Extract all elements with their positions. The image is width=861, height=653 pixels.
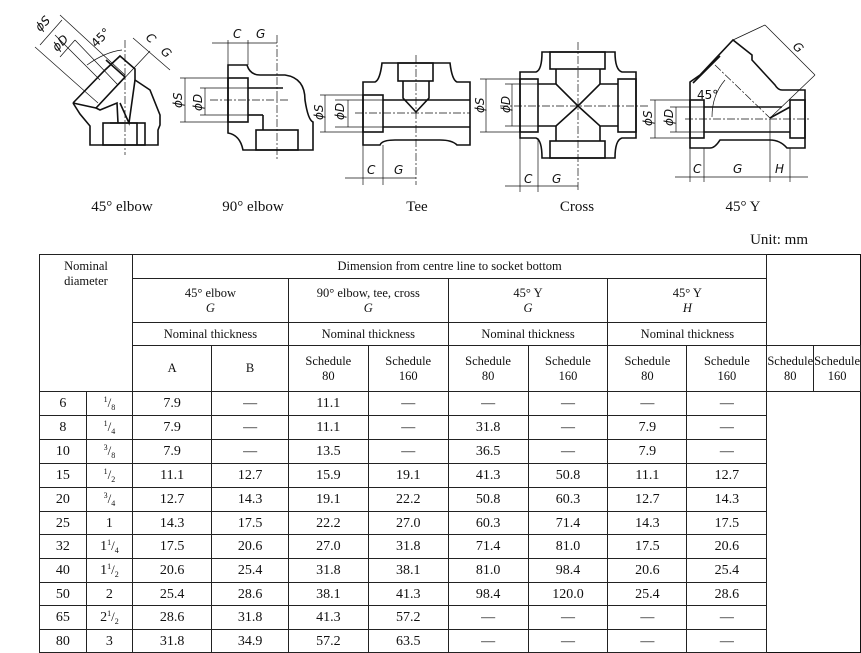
- group-header-90-elbow-tee-cross: [288, 279, 448, 323]
- dimension-table: [39, 254, 861, 653]
- svg-text:G: G: [157, 44, 175, 61]
- value-cell: 50.8: [448, 488, 528, 512]
- b-denominator: 4: [111, 499, 116, 508]
- group-name: 45° elbow: [184, 285, 237, 300]
- b-whole: 3: [105, 633, 113, 649]
- table-row: [40, 630, 861, 653]
- schedule-header: [608, 346, 687, 392]
- dimension-header: Dimension from centre line to socket bottom: [132, 255, 766, 279]
- b-whole: 2: [105, 586, 113, 602]
- value-cell: —: [608, 392, 687, 416]
- drawing-tee: [312, 55, 470, 185]
- value-cell: 81.0: [528, 535, 608, 559]
- schedule-label: Schedule: [385, 353, 432, 368]
- b-numerator: 1: [107, 562, 112, 571]
- nominal-diameter-header: Nominal diameter: [40, 255, 133, 392]
- value-cell: 14.3: [132, 512, 211, 535]
- unit-label: Unit: mm: [750, 232, 808, 248]
- value-cell: 7.9: [608, 416, 687, 440]
- nominal-b-cell: [86, 559, 132, 583]
- value-cell: 71.4: [528, 512, 608, 535]
- value-cell: —: [368, 416, 448, 440]
- value-cell: 11.1: [608, 464, 687, 488]
- fraction-slash: /: [111, 538, 115, 553]
- value-cell: 63.5: [368, 630, 448, 653]
- value-cell: 31.8: [448, 416, 528, 440]
- value-cell: 13.5: [288, 440, 368, 464]
- b-numerator: 1: [107, 538, 112, 547]
- value-cell: 98.4: [528, 559, 608, 583]
- nominal-a-cell: 65: [40, 606, 87, 630]
- group-symbol: G: [363, 300, 373, 315]
- value-cell: 27.0: [288, 535, 368, 559]
- value-cell: 12.7: [212, 464, 289, 488]
- value-cell: 12.7: [608, 488, 687, 512]
- nominal-a-cell: 32: [40, 535, 87, 559]
- table-row: [40, 488, 861, 512]
- b-numerator: 3: [103, 491, 108, 500]
- value-cell: 81.0: [448, 559, 528, 583]
- b-numerator: 3: [103, 443, 108, 452]
- nominal-a-cell: 50: [40, 583, 87, 606]
- table-row: [40, 464, 861, 488]
- b-whole: 1: [105, 515, 113, 531]
- value-cell: 41.3: [368, 583, 448, 606]
- value-cell: 17.5: [132, 535, 211, 559]
- value-cell: 22.2: [288, 512, 368, 535]
- value-cell: —: [212, 440, 289, 464]
- value-cell: 28.6: [132, 606, 211, 630]
- value-cell: —: [448, 630, 528, 653]
- group-name: 45° Y: [672, 285, 702, 300]
- value-cell: —: [687, 440, 767, 464]
- schedule-header: [814, 346, 861, 392]
- value-cell: 11.1: [288, 416, 368, 440]
- schedule-header: [687, 346, 767, 392]
- value-cell: —: [608, 606, 687, 630]
- value-cell: 7.9: [132, 416, 211, 440]
- caption-tee: Tee: [406, 199, 428, 215]
- table-row: [40, 583, 861, 606]
- schedule-header: [288, 346, 368, 392]
- value-cell: 31.8: [368, 535, 448, 559]
- svg-text:G: G: [789, 39, 807, 56]
- value-cell: 12.7: [132, 488, 211, 512]
- value-cell: 60.3: [528, 488, 608, 512]
- b-whole: 1: [100, 563, 108, 578]
- value-cell: —: [528, 392, 608, 416]
- table-row: [40, 559, 861, 583]
- value-cell: 31.8: [212, 606, 289, 630]
- value-cell: 20.6: [687, 535, 767, 559]
- fraction-slash: /: [107, 491, 112, 506]
- svg-text:ϕD: ϕD: [499, 95, 513, 113]
- value-cell: 57.2: [368, 606, 448, 630]
- value-cell: —: [368, 440, 448, 464]
- b-denominator: 8: [111, 451, 116, 460]
- value-cell: 120.0: [528, 583, 608, 606]
- svg-text:ϕD: ϕD: [333, 102, 347, 120]
- value-cell: 19.1: [368, 464, 448, 488]
- fraction-slash: /: [107, 419, 112, 434]
- svg-text:C: C: [524, 172, 533, 186]
- value-cell: —: [528, 440, 608, 464]
- group-header-45-y-h: [608, 279, 767, 323]
- value-cell: 31.8: [132, 630, 211, 653]
- nominal-b-cell: [86, 464, 132, 488]
- nominal-a-cell: 15: [40, 464, 87, 488]
- svg-text:G: G: [552, 172, 562, 186]
- svg-text:C: C: [367, 163, 376, 177]
- value-cell: —: [687, 630, 767, 653]
- nominal-a-cell: 40: [40, 559, 87, 583]
- group-header-45-elbow: [132, 279, 288, 323]
- col-b-header: B: [212, 346, 289, 392]
- fraction-slash: /: [111, 609, 115, 624]
- value-cell: 17.5: [212, 512, 289, 535]
- value-cell: 17.5: [608, 535, 687, 559]
- value-cell: 11.1: [288, 392, 368, 416]
- svg-text:ϕS: ϕS: [32, 13, 54, 35]
- value-cell: 14.3: [608, 512, 687, 535]
- nominal-a-cell: 10: [40, 440, 87, 464]
- table-row: [40, 606, 861, 630]
- nominal-b-cell: [86, 606, 132, 630]
- svg-text:ϕS: ϕS: [641, 110, 655, 126]
- schedule-number: 80: [784, 368, 797, 383]
- schedule-label: Schedule: [624, 353, 671, 368]
- technical-drawings-svg: [0, 0, 861, 200]
- nominal-a-cell: 6: [40, 392, 87, 416]
- value-cell: 57.2: [288, 630, 368, 653]
- group-header-45-y-g: [448, 279, 608, 323]
- value-cell: 25.4: [608, 583, 687, 606]
- value-cell: 60.3: [448, 512, 528, 535]
- svg-text:G: G: [394, 163, 404, 177]
- value-cell: 22.2: [368, 488, 448, 512]
- value-cell: 98.4: [448, 583, 528, 606]
- schedule-label: Schedule: [767, 353, 814, 368]
- value-cell: 71.4: [448, 535, 528, 559]
- value-cell: —: [368, 392, 448, 416]
- svg-text:ϕD: ϕD: [662, 108, 676, 126]
- nominal-thickness-header: Nominal thickness: [448, 323, 608, 346]
- schedule-number: 160: [398, 368, 418, 383]
- value-cell: 27.0: [368, 512, 448, 535]
- value-cell: —: [528, 630, 608, 653]
- value-cell: 20.6: [132, 559, 211, 583]
- value-cell: 11.1: [132, 464, 211, 488]
- value-cell: —: [687, 416, 767, 440]
- value-cell: 14.3: [687, 488, 767, 512]
- svg-text:45°: 45°: [88, 25, 114, 51]
- fitting-drawings: [0, 0, 861, 225]
- caption-45-y: 45° Y: [725, 199, 761, 215]
- value-cell: —: [212, 416, 289, 440]
- b-whole: 1: [100, 539, 108, 554]
- nominal-a-cell: 80: [40, 630, 87, 653]
- col-a-header: A: [132, 346, 211, 392]
- schedule-label: Schedule: [814, 353, 860, 368]
- group-name: 90° elbow, tee, cross: [316, 285, 420, 300]
- b-denominator: 4: [111, 427, 116, 436]
- value-cell: 25.4: [687, 559, 767, 583]
- nominal-a-cell: 20: [40, 488, 87, 512]
- svg-text:G: G: [733, 162, 743, 176]
- value-cell: 20.6: [212, 535, 289, 559]
- b-numerator: 1: [107, 609, 112, 618]
- nominal-thickness-header: Nominal thickness: [288, 323, 448, 346]
- value-cell: 25.4: [212, 559, 289, 583]
- b-denominator: 2: [114, 570, 119, 579]
- nominal-thickness-header: Nominal thickness: [132, 323, 288, 346]
- schedule-header: [528, 346, 608, 392]
- schedule-number: 80: [322, 368, 335, 383]
- value-cell: —: [212, 392, 289, 416]
- nominal-b-cell: [86, 630, 132, 653]
- drawing-45-elbow: [32, 13, 174, 155]
- value-cell: 28.6: [212, 583, 289, 606]
- value-cell: 25.4: [132, 583, 211, 606]
- value-cell: 12.7: [687, 464, 767, 488]
- value-cell: 31.8: [288, 559, 368, 583]
- b-whole: 2: [100, 610, 108, 625]
- table-row: [40, 440, 861, 464]
- value-cell: 38.1: [368, 559, 448, 583]
- table-row: [40, 392, 861, 416]
- value-cell: 7.9: [132, 392, 211, 416]
- nominal-b-cell: [86, 535, 132, 559]
- value-cell: —: [687, 392, 767, 416]
- b-denominator: 4: [114, 546, 119, 555]
- value-cell: —: [608, 630, 687, 653]
- value-cell: 28.6: [687, 583, 767, 606]
- fraction-slash: /: [107, 395, 112, 410]
- svg-text:G: G: [256, 27, 266, 41]
- value-cell: 36.5: [448, 440, 528, 464]
- nominal-a-cell: 25: [40, 512, 87, 535]
- value-cell: 41.3: [448, 464, 528, 488]
- schedule-label: Schedule: [545, 353, 591, 368]
- b-denominator: 8: [111, 403, 116, 412]
- table-row: [40, 535, 861, 559]
- value-cell: —: [448, 606, 528, 630]
- svg-text:C: C: [693, 162, 702, 176]
- drawing-cross: [473, 42, 650, 192]
- schedule-label: Schedule: [465, 353, 511, 368]
- value-cell: 7.9: [608, 440, 687, 464]
- schedule-header: [767, 346, 814, 392]
- fraction-slash: /: [107, 467, 112, 482]
- schedule-number: 160: [717, 368, 737, 383]
- value-cell: 15.9: [288, 464, 368, 488]
- svg-text:ϕD: ϕD: [191, 93, 205, 111]
- table-row: [40, 416, 861, 440]
- nominal-b-cell: [86, 583, 132, 606]
- schedule-label: Schedule: [305, 353, 352, 368]
- schedule-number: 80: [481, 368, 495, 383]
- group-symbol: H: [682, 300, 692, 315]
- value-cell: 7.9: [132, 440, 211, 464]
- schedule-number: 160: [827, 368, 847, 383]
- value-cell: 14.3: [212, 488, 289, 512]
- value-cell: 38.1: [288, 583, 368, 606]
- value-cell: 19.1: [288, 488, 368, 512]
- nominal-thickness-header: Nominal thickness: [608, 323, 767, 346]
- drawing-90-elbow: [171, 27, 313, 160]
- svg-text:ϕS: ϕS: [312, 104, 326, 120]
- b-numerator: 1: [103, 467, 108, 476]
- svg-text:H: H: [775, 162, 785, 176]
- schedule-number: 80: [641, 368, 654, 383]
- group-symbol: G: [523, 300, 533, 315]
- nominal-b-cell: [86, 512, 132, 535]
- value-cell: 41.3: [288, 606, 368, 630]
- schedule-header: [448, 346, 528, 392]
- b-denominator: 2: [114, 617, 119, 626]
- nominal-b-cell: [86, 416, 132, 440]
- svg-text:C: C: [233, 27, 242, 41]
- nominal-b-cell: [86, 488, 132, 512]
- b-numerator: 1: [103, 419, 108, 428]
- group-name: 45° Y: [513, 285, 543, 300]
- svg-text:45°: 45°: [697, 88, 719, 102]
- nominal-a-cell: 8: [40, 416, 87, 440]
- value-cell: —: [528, 416, 608, 440]
- schedule-header: [368, 346, 448, 392]
- fraction-slash: /: [107, 443, 112, 458]
- value-cell: 34.9: [212, 630, 289, 653]
- svg-text:C: C: [142, 30, 159, 47]
- fraction-slash: /: [111, 562, 115, 577]
- svg-text:ϕS: ϕS: [473, 97, 487, 113]
- drawing-45-y: [641, 25, 815, 182]
- svg-text:ϕS: ϕS: [171, 92, 185, 108]
- nominal-b-cell: [86, 440, 132, 464]
- b-numerator: 1: [103, 395, 108, 404]
- group-symbol: G: [205, 300, 215, 315]
- caption-45-elbow: 45° elbow: [91, 199, 153, 215]
- value-cell: —: [448, 392, 528, 416]
- value-cell: —: [687, 606, 767, 630]
- b-denominator: 2: [111, 475, 116, 484]
- nominal-b-cell: [86, 392, 132, 416]
- value-cell: —: [528, 606, 608, 630]
- value-cell: 50.8: [528, 464, 608, 488]
- schedule-number: 160: [558, 368, 578, 383]
- value-cell: 20.6: [608, 559, 687, 583]
- schedule-label: Schedule: [703, 353, 750, 368]
- table-row: [40, 512, 861, 535]
- caption-90-elbow: 90° elbow: [222, 199, 284, 215]
- value-cell: 17.5: [687, 512, 767, 535]
- caption-cross: Cross: [559, 199, 595, 215]
- svg-text:ϕD: ϕD: [49, 32, 72, 55]
